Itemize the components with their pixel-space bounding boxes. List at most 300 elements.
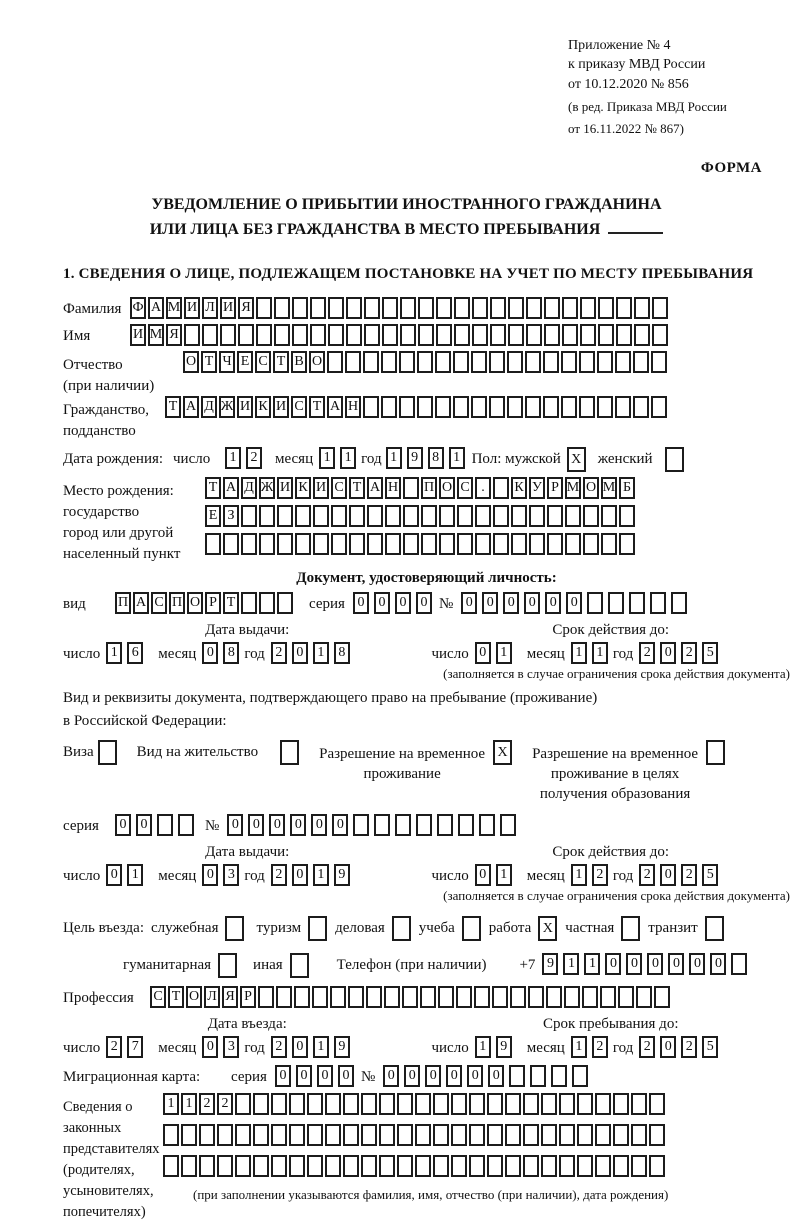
char-cell[interactable] [328,324,344,346]
char-cell[interactable]: Т [168,986,184,1008]
char-cell[interactable]: 0 [202,1036,218,1058]
char-cell[interactable]: П [115,592,131,614]
char-cell[interactable] [652,324,668,346]
char-cell[interactable] [403,477,419,499]
char-cell[interactable] [564,986,580,1008]
char-cell[interactable] [526,297,542,319]
char-cell[interactable] [205,533,221,555]
char-cell[interactable]: И [273,396,289,418]
char-cell[interactable] [328,297,344,319]
char-cell[interactable] [235,1124,251,1146]
char-cell[interactable] [353,814,369,836]
temp-residence-checkbox[interactable]: X [493,740,512,765]
char-cell[interactable]: 2 [639,642,655,664]
char-cell[interactable] [361,1093,377,1115]
char-cell[interactable]: Я [222,986,238,1008]
char-cell[interactable]: Р [205,592,221,614]
char-cell[interactable] [199,1124,215,1146]
char-cell[interactable]: 3 [223,1036,239,1058]
char-cell[interactable] [451,1093,467,1115]
char-cell[interactable] [238,324,254,346]
char-cell[interactable]: 9 [407,447,423,469]
char-cell[interactable]: А [223,477,239,499]
char-cell[interactable] [325,1155,341,1177]
char-cell[interactable] [274,297,290,319]
char-cell[interactable]: Т [273,351,289,373]
char-cell[interactable] [439,533,455,555]
char-cell[interactable]: Т [309,396,325,418]
char-cell[interactable]: 7 [127,1036,143,1058]
char-cell[interactable] [583,533,599,555]
char-cell[interactable]: 0 [668,953,684,975]
char-cell[interactable]: 8 [223,642,239,664]
char-cell[interactable] [469,1124,485,1146]
char-cell[interactable] [541,1155,557,1177]
char-cell[interactable]: М [565,477,581,499]
char-cell[interactable] [385,505,401,527]
char-cell[interactable] [595,1124,611,1146]
char-cell[interactable]: 0 [660,642,676,664]
char-cell[interactable] [453,396,469,418]
char-cell[interactable] [437,814,453,836]
char-cell[interactable]: 2 [592,864,608,886]
char-cell[interactable]: С [331,477,347,499]
char-cell[interactable] [256,297,272,319]
char-cell[interactable]: 1 [181,1093,197,1115]
char-cell[interactable]: И [313,477,329,499]
char-cell[interactable]: 0 [488,1065,504,1087]
char-cell[interactable] [399,396,415,418]
char-cell[interactable] [397,1124,413,1146]
char-cell[interactable] [346,297,362,319]
char-cell[interactable] [487,1155,503,1177]
char-cell[interactable] [577,1155,593,1177]
char-cell[interactable]: 0 [461,592,477,614]
char-cell[interactable] [454,297,470,319]
char-cell[interactable] [525,351,541,373]
char-cell[interactable] [343,1124,359,1146]
char-cell[interactable] [451,1155,467,1177]
char-cell[interactable] [616,297,632,319]
char-cell[interactable] [367,505,383,527]
char-cell[interactable]: О [583,477,599,499]
char-cell[interactable]: О [186,986,202,1008]
char-cell[interactable] [561,351,577,373]
char-cell[interactable]: 0 [467,1065,483,1087]
char-cell[interactable]: Я [238,297,254,319]
char-cell[interactable]: 3 [223,864,239,886]
char-cell[interactable] [259,592,275,614]
char-cell[interactable] [526,324,542,346]
char-cell[interactable] [420,986,436,1008]
char-cell[interactable] [544,324,560,346]
char-cell[interactable] [579,396,595,418]
char-cell[interactable] [577,1124,593,1146]
purpose-private-checkbox[interactable] [621,916,640,941]
char-cell[interactable] [631,1124,647,1146]
char-cell[interactable] [615,351,631,373]
char-cell[interactable] [259,533,275,555]
char-cell[interactable] [400,324,416,346]
char-cell[interactable] [361,1155,377,1177]
char-cell[interactable] [633,351,649,373]
char-cell[interactable]: 1 [475,1036,491,1058]
purpose-humanitarian-checkbox[interactable] [218,953,237,978]
char-cell[interactable] [451,1124,467,1146]
char-cell[interactable] [163,1124,179,1146]
char-cell[interactable]: 1 [592,642,608,664]
char-cell[interactable] [507,396,523,418]
char-cell[interactable] [363,351,379,373]
temp-residence-edu-checkbox[interactable] [706,740,725,765]
char-cell[interactable] [325,1124,341,1146]
char-cell[interactable]: 0 [374,592,390,614]
char-cell[interactable]: 1 [386,447,402,469]
char-cell[interactable] [543,351,559,373]
char-cell[interactable] [509,1065,525,1087]
char-cell[interactable] [633,396,649,418]
char-cell[interactable]: 1 [106,642,122,664]
char-cell[interactable] [256,324,272,346]
char-cell[interactable]: А [183,396,199,418]
char-cell[interactable] [403,533,419,555]
char-cell[interactable]: 0 [660,864,676,886]
char-cell[interactable]: 0 [227,814,243,836]
char-cell[interactable] [331,533,347,555]
char-cell[interactable] [330,986,346,1008]
char-cell[interactable] [417,351,433,373]
char-cell[interactable] [600,986,616,1008]
char-cell[interactable]: Ч [219,351,235,373]
char-cell[interactable]: Т [165,396,181,418]
char-cell[interactable] [634,324,650,346]
char-cell[interactable] [634,297,650,319]
char-cell[interactable]: А [133,592,149,614]
char-cell[interactable] [580,324,596,346]
char-cell[interactable] [511,505,527,527]
char-cell[interactable]: 2 [199,1093,215,1115]
char-cell[interactable]: К [295,477,311,499]
char-cell[interactable] [631,1155,647,1177]
char-cell[interactable] [523,1124,539,1146]
char-cell[interactable]: . [475,477,491,499]
char-cell[interactable] [397,1093,413,1115]
char-cell[interactable] [276,986,292,1008]
char-cell[interactable] [292,297,308,319]
char-cell[interactable] [289,1155,305,1177]
char-cell[interactable] [379,1155,395,1177]
visa-checkbox[interactable] [98,740,117,765]
char-cell[interactable]: 0 [311,814,327,836]
char-cell[interactable] [469,1155,485,1177]
char-cell[interactable] [619,533,635,555]
char-cell[interactable] [472,324,488,346]
char-cell[interactable]: 6 [127,642,143,664]
char-cell[interactable]: 0 [524,592,540,614]
char-cell[interactable]: 5 [702,864,718,886]
char-cell[interactable] [636,986,652,1008]
char-cell[interactable]: 5 [702,1036,718,1058]
char-cell[interactable]: П [421,477,437,499]
char-cell[interactable] [421,533,437,555]
char-cell[interactable]: Ж [219,396,235,418]
char-cell[interactable] [615,396,631,418]
char-cell[interactable]: 1 [313,642,329,664]
char-cell[interactable]: 0 [269,814,285,836]
char-cell[interactable] [490,297,506,319]
char-cell[interactable] [562,324,578,346]
char-cell[interactable]: 0 [292,864,308,886]
char-cell[interactable] [629,592,645,614]
char-cell[interactable]: 0 [115,814,131,836]
char-cell[interactable] [327,351,343,373]
char-cell[interactable] [418,324,434,346]
char-cell[interactable] [618,986,634,1008]
char-cell[interactable]: 0 [106,864,122,886]
char-cell[interactable] [367,533,383,555]
char-cell[interactable] [487,1093,503,1115]
char-cell[interactable] [345,351,361,373]
char-cell[interactable] [582,986,598,1008]
char-cell[interactable]: 1 [571,642,587,664]
char-cell[interactable] [271,1124,287,1146]
char-cell[interactable] [379,1124,395,1146]
char-cell[interactable] [671,592,687,614]
char-cell[interactable]: Ф [130,297,146,319]
char-cell[interactable] [580,297,596,319]
char-cell[interactable] [253,1124,269,1146]
char-cell[interactable] [277,505,293,527]
char-cell[interactable] [543,396,559,418]
char-cell[interactable]: Д [201,396,217,418]
char-cell[interactable]: З [223,505,239,527]
char-cell[interactable] [223,533,239,555]
char-cell[interactable]: А [367,477,383,499]
char-cell[interactable]: 0 [332,814,348,836]
char-cell[interactable] [295,533,311,555]
char-cell[interactable] [507,351,523,373]
char-cell[interactable] [349,533,365,555]
char-cell[interactable] [511,533,527,555]
char-cell[interactable] [561,396,577,418]
char-cell[interactable] [220,324,236,346]
char-cell[interactable] [184,324,200,346]
char-cell[interactable] [454,324,470,346]
char-cell[interactable]: 0 [202,864,218,886]
char-cell[interactable]: 1 [449,447,465,469]
char-cell[interactable]: 0 [626,953,642,975]
char-cell[interactable]: 0 [317,1065,333,1087]
char-cell[interactable]: Б [619,477,635,499]
char-cell[interactable]: Л [202,297,218,319]
char-cell[interactable] [436,297,452,319]
char-cell[interactable] [277,592,293,614]
char-cell[interactable] [433,1093,449,1115]
char-cell[interactable] [525,396,541,418]
char-cell[interactable]: Т [205,477,221,499]
char-cell[interactable]: 5 [702,642,718,664]
char-cell[interactable] [271,1155,287,1177]
char-cell[interactable] [529,505,545,527]
char-cell[interactable] [307,1093,323,1115]
char-cell[interactable] [421,505,437,527]
char-cell[interactable]: И [130,324,146,346]
char-cell[interactable]: Р [240,986,256,1008]
char-cell[interactable] [241,533,257,555]
char-cell[interactable] [652,297,668,319]
char-cell[interactable] [384,986,400,1008]
purpose-other-checkbox[interactable] [290,953,309,978]
char-cell[interactable] [402,986,418,1008]
char-cell[interactable] [253,1093,269,1115]
char-cell[interactable]: 9 [334,1036,350,1058]
char-cell[interactable]: Р [547,477,563,499]
char-cell[interactable] [202,324,218,346]
char-cell[interactable] [471,396,487,418]
char-cell[interactable] [271,1093,287,1115]
char-cell[interactable] [325,1093,341,1115]
char-cell[interactable]: О [183,351,199,373]
char-cell[interactable] [551,1065,567,1087]
char-cell[interactable] [382,297,398,319]
char-cell[interactable] [631,1093,647,1115]
char-cell[interactable] [601,533,617,555]
char-cell[interactable] [399,351,415,373]
char-cell[interactable]: 2 [592,1036,608,1058]
char-cell[interactable]: 0 [353,592,369,614]
char-cell[interactable] [650,592,666,614]
char-cell[interactable]: У [529,477,545,499]
char-cell[interactable] [565,533,581,555]
char-cell[interactable] [418,297,434,319]
purpose-tourism-checkbox[interactable] [308,916,327,941]
char-cell[interactable] [259,505,275,527]
char-cell[interactable] [651,396,667,418]
char-cell[interactable] [415,1155,431,1177]
char-cell[interactable]: Л [204,986,220,1008]
char-cell[interactable] [472,297,488,319]
char-cell[interactable] [274,324,290,346]
char-cell[interactable]: 1 [313,1036,329,1058]
char-cell[interactable]: М [166,297,182,319]
char-cell[interactable] [382,324,398,346]
char-cell[interactable] [457,533,473,555]
char-cell[interactable] [649,1155,665,1177]
char-cell[interactable]: К [511,477,527,499]
char-cell[interactable] [348,986,364,1008]
char-cell[interactable] [181,1124,197,1146]
char-cell[interactable] [597,396,613,418]
char-cell[interactable] [157,814,173,836]
char-cell[interactable] [490,324,506,346]
char-cell[interactable]: 0 [136,814,152,836]
char-cell[interactable] [493,533,509,555]
char-cell[interactable] [364,297,380,319]
char-cell[interactable]: 2 [681,1036,697,1058]
char-cell[interactable]: К [255,396,271,418]
char-cell[interactable]: 0 [404,1065,420,1087]
char-cell[interactable]: Я [166,324,182,346]
char-cell[interactable] [364,324,380,346]
char-cell[interactable]: Т [223,592,239,614]
char-cell[interactable] [343,1093,359,1115]
char-cell[interactable] [613,1093,629,1115]
char-cell[interactable] [492,986,508,1008]
char-cell[interactable] [529,533,545,555]
char-cell[interactable]: 2 [106,1036,122,1058]
char-cell[interactable] [178,814,194,836]
char-cell[interactable]: 0 [425,1065,441,1087]
char-cell[interactable] [385,533,401,555]
char-cell[interactable] [307,1124,323,1146]
char-cell[interactable] [493,505,509,527]
char-cell[interactable] [457,505,473,527]
char-cell[interactable] [528,986,544,1008]
char-cell[interactable]: 1 [163,1093,179,1115]
char-cell[interactable]: 0 [395,592,411,614]
char-cell[interactable] [241,592,257,614]
char-cell[interactable]: 9 [542,953,558,975]
char-cell[interactable] [312,986,328,1008]
char-cell[interactable] [510,986,526,1008]
char-cell[interactable] [453,351,469,373]
char-cell[interactable]: 0 [296,1065,312,1087]
char-cell[interactable] [508,324,524,346]
char-cell[interactable] [562,297,578,319]
char-cell[interactable]: 0 [338,1065,354,1087]
char-cell[interactable]: С [457,477,473,499]
char-cell[interactable] [433,1124,449,1146]
char-cell[interactable] [475,505,491,527]
char-cell[interactable] [163,1155,179,1177]
male-checkbox[interactable]: X [567,447,586,472]
char-cell[interactable] [366,986,382,1008]
char-cell[interactable] [479,814,495,836]
char-cell[interactable]: В [291,351,307,373]
char-cell[interactable] [505,1124,521,1146]
char-cell[interactable] [331,505,347,527]
char-cell[interactable]: И [277,477,293,499]
char-cell[interactable] [241,505,257,527]
char-cell[interactable] [361,1124,377,1146]
char-cell[interactable]: 1 [496,864,512,886]
char-cell[interactable] [583,505,599,527]
char-cell[interactable] [181,1155,197,1177]
char-cell[interactable] [559,1155,575,1177]
char-cell[interactable]: 2 [217,1093,233,1115]
char-cell[interactable]: Т [201,351,217,373]
char-cell[interactable] [289,1124,305,1146]
char-cell[interactable] [400,297,416,319]
char-cell[interactable] [397,1155,413,1177]
char-cell[interactable] [508,297,524,319]
char-cell[interactable]: 1 [225,447,241,469]
char-cell[interactable] [598,297,614,319]
char-cell[interactable] [395,814,411,836]
char-cell[interactable]: О [309,351,325,373]
char-cell[interactable] [417,396,433,418]
char-cell[interactable] [381,396,397,418]
char-cell[interactable] [619,505,635,527]
char-cell[interactable] [295,505,311,527]
char-cell[interactable] [651,351,667,373]
char-cell[interactable] [616,324,632,346]
char-cell[interactable] [294,986,310,1008]
char-cell[interactable] [435,351,451,373]
residence-permit-checkbox[interactable] [280,740,299,765]
char-cell[interactable] [471,351,487,373]
char-cell[interactable] [235,1155,251,1177]
